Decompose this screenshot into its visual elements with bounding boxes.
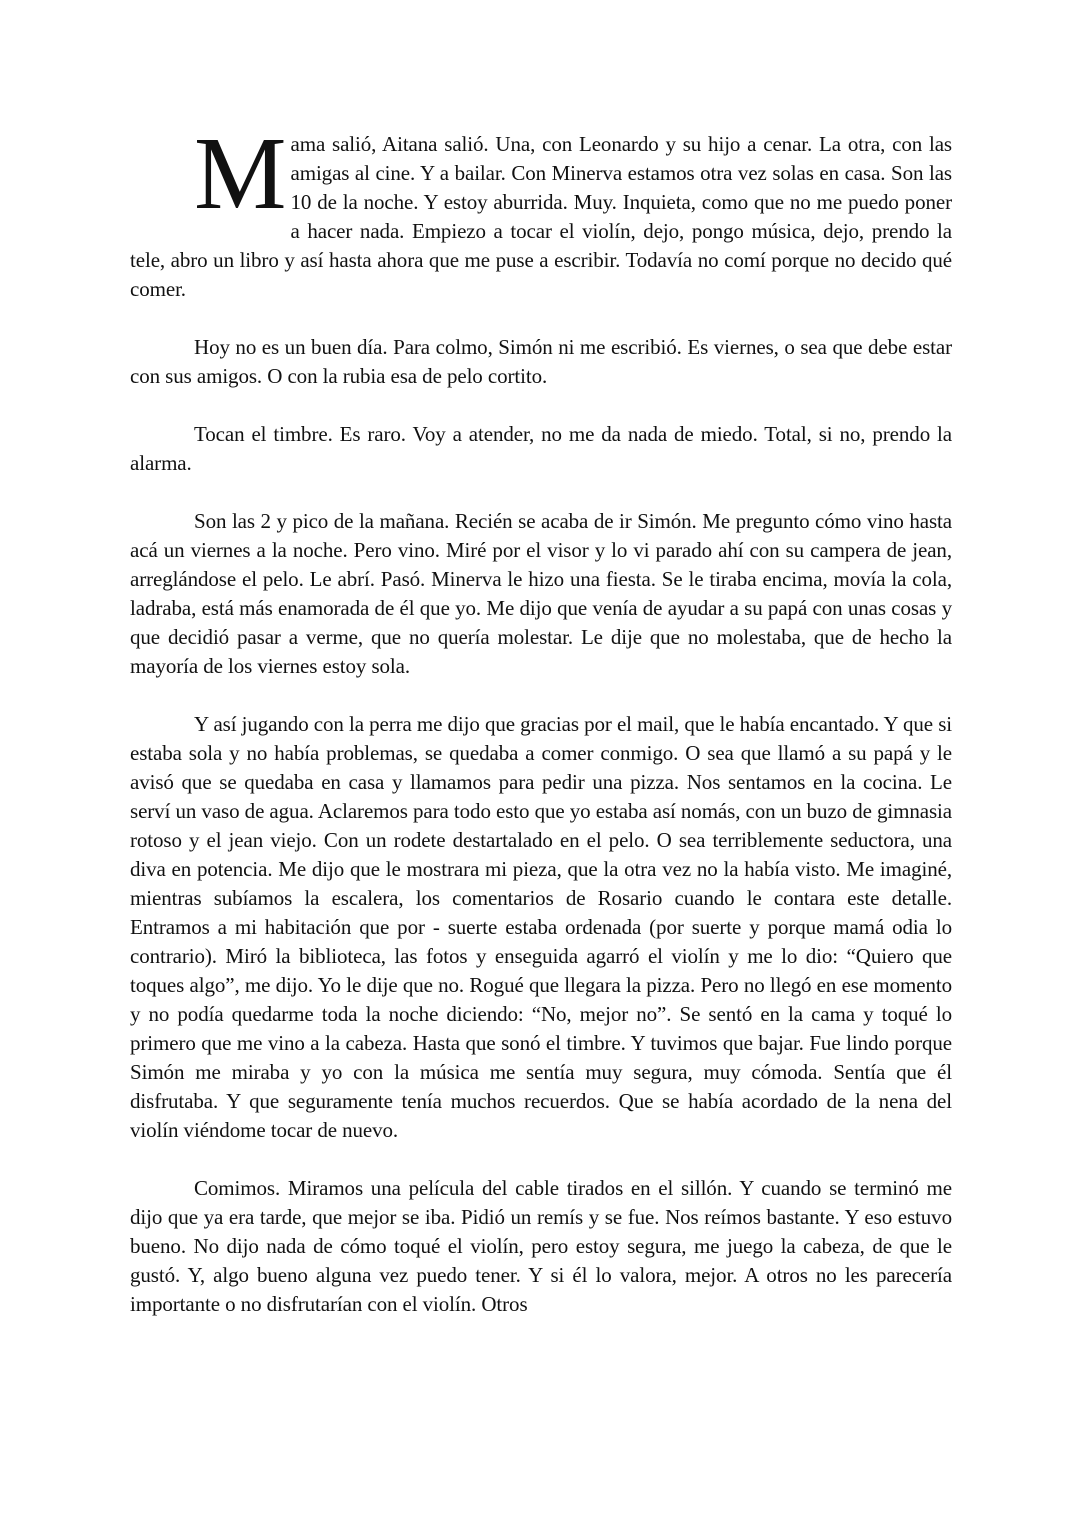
paragraph-6: Comimos. Miramos una película del cable tirados en el sillón. Y cuando se terminó me dijo que ya era tarde, que mejor se iba. Pidió un remís y se fue. Nos reímos bastante. Y eso estuvo bueno. No dijo nada de cómo toqué el violín, pero estoy segura, me juego la cabeza, de que le gustó. Y, algo bueno alguna vez puedo tener. Y si él lo valora, mejor. A otros no les parecería importante o no disfrutarían con el violín. Otros: [130, 1176, 952, 1316]
paragraph-1-text: ama salió, Aitana salió. Una, con Leonardo y su hijo a cenar. La otra, con las amigas al cine. Y a bailar. Con Minerva estamos otra vez solas en casa. Son las 10 de la noche. Y estoy aburrida. Muy. Inquieta, como que no me puedo poner a hacer nada. Empiezo a tocar el violín, dejo, pongo música, dejo, prendo la tele, abro un libro y así hasta ahora que me puse a escribir. Todavía no comí porque no decido qué comer.: [130, 132, 952, 301]
drop-cap-indent: [130, 130, 194, 217]
paragraph-5: Y así jugando con la perra me dijo que gracias por el mail, que le había encantado. Y que si estaba sola y no había problemas, se quedaba a comer conmigo. O sea que llamó a su papá y le avisó que se quedaba en casa y llamamos para pedir una pizza. Nos sentamos en la cocina. Le serví un vaso de agua. Aclaremos para todo esto que yo estaba así nomás, con un buzo de gimnasia rotoso y el jean viejo. Con un rodete destartalado en el pelo. O sea terriblemente seductora, una diva en potencia. Me dijo que le mostrara mi pieza, que la otra vez no la había visto. Me imaginé, mientras subíamos la escalera, los comentarios de Rosario cuando le contara este detalle. Entramos a mi habitación que por - suerte estaba ordenada (por suerte y porque mamá odia lo contrario). Miró la biblioteca, las fotos y enseguida agarró el violín y me lo dio: “Quiero que toques algo”, me dijo. Yo le dije que no. Rogué que llegara la pizza. Pero no llegó en ese momento y no podía quedarme toda la noche diciendo: “No, mejor no”. Se sentó en la cama y toqué lo primero que me vino a la cabeza. Hasta que sonó el timbre. Y tuvimos que bajar. Fue lindo porque Simón me miraba y yo con la música me sentía muy segura, muy cómoda. Sentía que él disfrutaba. Y que seguramente tenía muchos recuerdos. Que se había acordado de la nena del violín viéndome tocar de nuevo.: [130, 712, 953, 1142]
paragraph-4: Son las 2 y pico de la mañana. Recién se acaba de ir Simón. Me pregunto cómo vino hasta acá un viernes a la noche. Pero vino. Miré por el visor y lo vi parado ahí con su campera de jean, arreglándose el pelo. Le abrí. Pasó. Minerva le hizo una fiesta. Se le tiraba encima, movía la cola, ladraba, está más enamorada de él que yo. Me dijo que venía de ayudar a su papá con unas cosas y que decidió pasar a verme, que no quería molestar. Le dije que no molestaba, que de hecho la mayoría de los viernes estoy sola.: [130, 509, 952, 678]
document-page: [130, 116, 953, 1348]
paragraph-2: Hoy no es un buen día. Para colmo, Simón ni me escribió. Es viernes, o sea que debe estar con sus amigos. O con la rubia esa de pelo cortito.: [130, 335, 952, 388]
paragraph-1: [130, 116, 952, 304]
drop-cap: M: [194, 116, 287, 231]
paragraph-3: Tocan el timbre. Es raro. Voy a atender, no me da nada de miedo. Total, si no, prendo la alarma.: [130, 422, 952, 475]
